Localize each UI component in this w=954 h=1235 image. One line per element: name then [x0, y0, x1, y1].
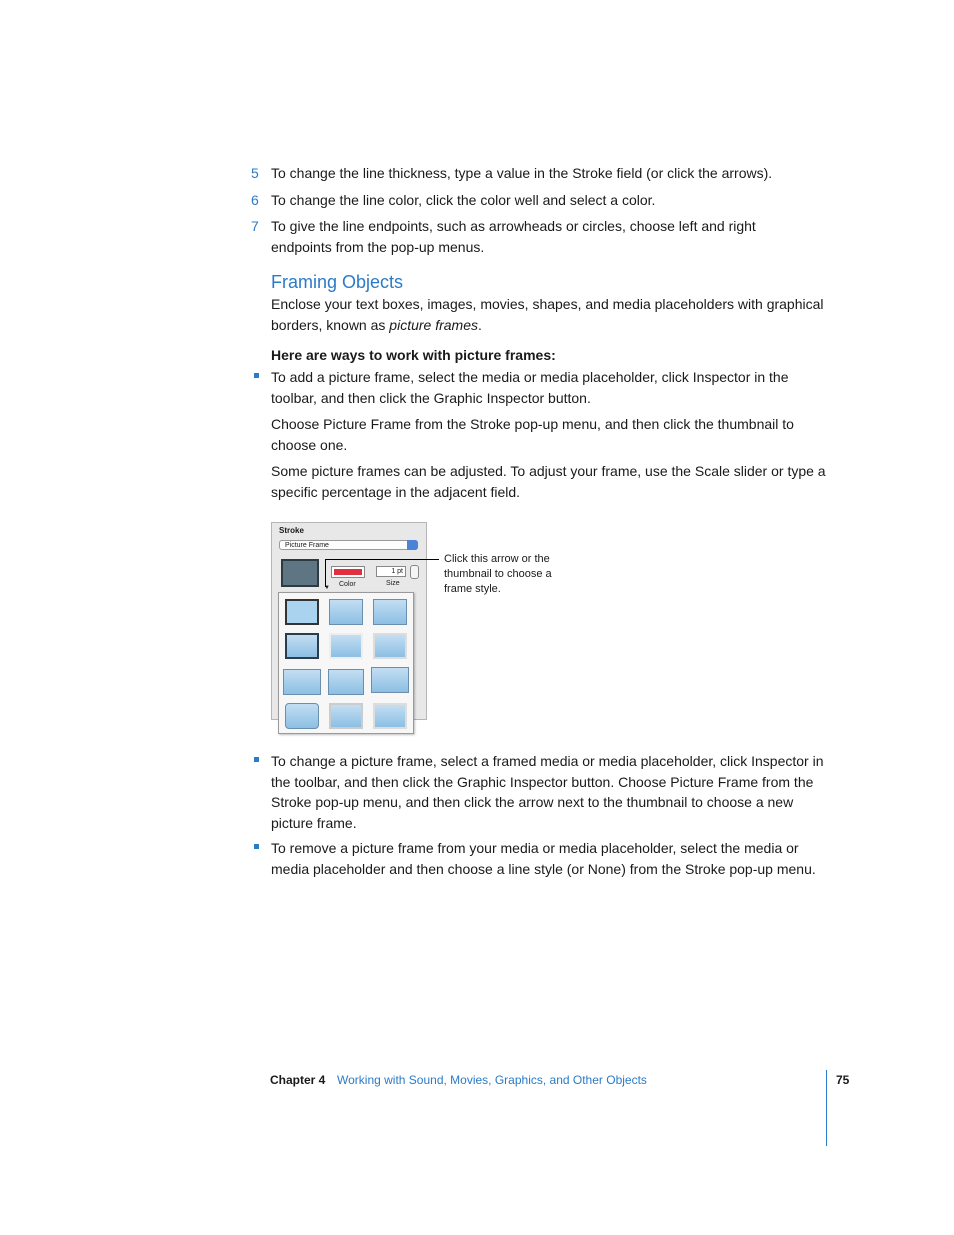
frame-style-grid — [278, 592, 414, 734]
frame-option[interactable] — [371, 667, 409, 693]
step-text: To change the line color, click the color well and select a color. — [271, 192, 656, 208]
frame-option[interactable] — [373, 703, 407, 729]
color-well[interactable] — [331, 566, 365, 578]
frame-option[interactable] — [329, 703, 363, 729]
thumbnail-arrow-icon[interactable]: ▼ — [324, 585, 330, 591]
color-label: Color — [339, 581, 356, 588]
bullet-subpara: Some picture frames can be adjusted. To adjust your frame, use the Scale slider or type a specific percentage in the adjacent field. — [271, 463, 826, 500]
bullet-marker — [254, 373, 262, 381]
callout-leader-line — [325, 559, 439, 560]
frame-option[interactable] — [285, 703, 319, 729]
size-label: Size — [386, 580, 400, 587]
bullet-marker — [254, 757, 262, 765]
frame-thumbnail[interactable] — [281, 559, 319, 587]
intro-text: Enclose your text boxes, images, movies, shapes, and media placeholders with graphical borders, known as — [271, 296, 824, 333]
frame-option[interactable] — [328, 669, 364, 695]
page-number: 75 — [836, 1073, 850, 1087]
popup-value: Picture Frame — [285, 542, 329, 549]
footer-chapter: Chapter 4 — [270, 1073, 326, 1087]
popup-arrows-icon — [407, 540, 418, 550]
section-intro — [271, 294, 826, 335]
panel-title: Stroke — [279, 526, 304, 535]
section-heading: Framing Objects — [271, 272, 404, 292]
step-number: 5 — [251, 165, 259, 181]
size-field[interactable]: 1 pt — [376, 566, 406, 577]
step-text: To give the line endpoints, such as arrowheads or circles, choose left and right endpoints from the pop-up menus. — [271, 218, 756, 255]
list-lead: Here are ways to work with picture frames: — [271, 347, 556, 363]
bullet-marker — [254, 844, 262, 852]
stroke-popup-menu[interactable] — [279, 540, 418, 550]
bullet-subpara: Choose Picture Frame from the Stroke pop-up menu, and then click the thumbnail to choose one. — [271, 416, 794, 453]
intro-suffix: . — [478, 316, 482, 333]
frame-option[interactable] — [283, 669, 321, 695]
frame-option[interactable] — [329, 633, 363, 659]
bullet-item-2: To change a picture frame, select a framed media or media placeholder, click Inspector in the toolbar, and then click the Graphic Inspector button. Choose Picture Frame from the Stroke pop-up menu, and then click the arrow next to the thumbnail to choose a new picture frame. — [271, 753, 824, 831]
color-swatch — [334, 569, 362, 575]
frame-option[interactable] — [285, 599, 319, 625]
step-number: 6 — [251, 192, 259, 208]
step-number: 7 — [251, 218, 259, 234]
figure-callout: Click this arrow or the thumbnail to choose a frame style. — [444, 553, 552, 595]
frame-option[interactable] — [329, 599, 363, 625]
bullet-item-3: To remove a picture frame from your media or media placeholder, select the media or media placeholder and then choose a line style (or None) from the Stroke pop-up menu. — [271, 840, 816, 877]
bullet-item-1: To add a picture frame, select the media or media placeholder, click Inspector in the toolbar, and then click the Graphic Inspector button. — [271, 369, 789, 406]
frame-option[interactable] — [285, 633, 319, 659]
footer-chapter-title: Working with Sound, Movies, Graphics, and Other Objects — [337, 1073, 647, 1087]
footer-rule — [826, 1070, 827, 1146]
intro-italic: picture frames — [389, 316, 478, 333]
step-text: To change the line thickness, type a value in the Stroke field (or click the arrows). — [271, 165, 773, 181]
frame-option[interactable] — [373, 599, 407, 625]
size-stepper[interactable] — [410, 565, 419, 579]
callout-leader-line — [325, 559, 326, 587]
frame-option[interactable] — [373, 633, 407, 659]
